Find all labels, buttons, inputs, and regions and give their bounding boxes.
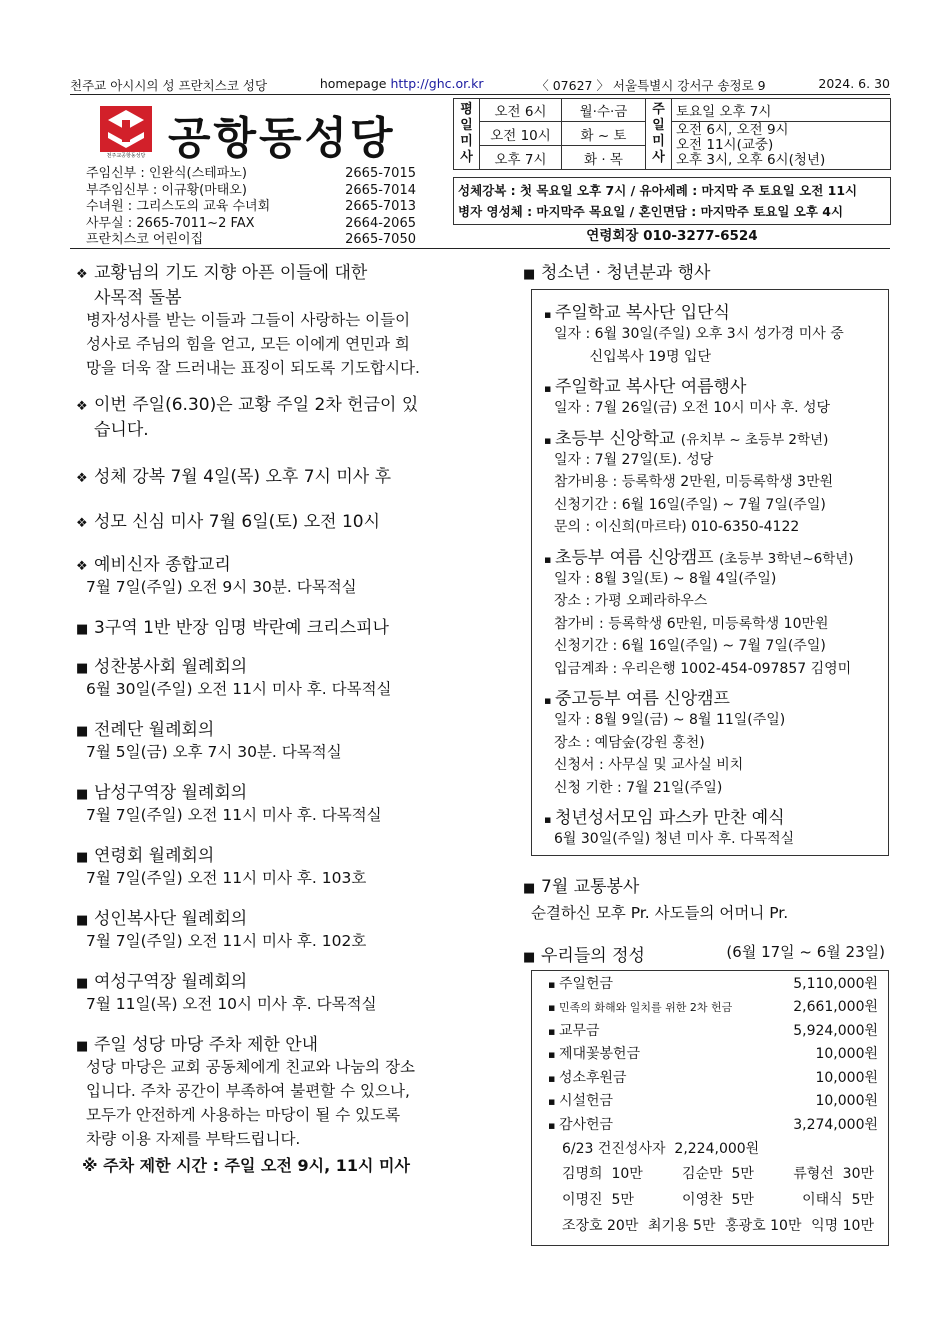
offering-name: 감사헌금 <box>558 1116 614 1133</box>
staff-row <box>86 199 416 216</box>
youth-event-detail: 입금계좌 : 우리은행 1002-454-097857 김영미 <box>554 660 852 677</box>
bullet-icon: ■ <box>76 724 89 739</box>
staff-phone: 2665-7015 <box>345 166 416 181</box>
announcement-item <box>76 841 476 890</box>
announcement-item <box>76 652 476 701</box>
youth-event-detail: 신청기간 : 6월 16일(주일) ~ 7월 7일(주일) <box>554 638 826 654</box>
offering-name: 성소후원금 <box>558 1069 627 1086</box>
homepage-label: homepage <box>319 76 387 91</box>
offering-period: (6월 17일 ~ 6월 23일) <box>726 942 885 961</box>
bulletin-date: 2024. 6. 30 <box>818 76 890 91</box>
youth-event-detail: 신청기간 : 6월 16일(주일) ~ 7월 7일(주일) <box>554 496 826 513</box>
right-column <box>523 258 893 1246</box>
weekday-days-3: 화 · 목 <box>562 146 646 170</box>
announcement-body: 병자성사를 받는 이들과 그들이 사랑하는 이들이 <box>86 311 411 329</box>
announcements-column <box>76 258 476 1176</box>
staff-label: 주임신부 : 인완식(스테파노) <box>86 166 247 181</box>
youth-events-box <box>531 289 889 856</box>
announcement-body: 7월 5일(금) 오후 7시 30분. 다목적실 <box>86 743 342 761</box>
announcement-item <box>76 507 476 532</box>
logo-caption: 천주교공항동성당 <box>106 153 146 159</box>
bullet-icon: ■ <box>76 661 89 676</box>
announcement-body: 6월 30일(주일) 오전 11시 미사 후. 다목적실 <box>86 680 392 698</box>
youth-event <box>544 424 880 539</box>
announcement-title: ❖ 예비신자 종합교리 <box>76 555 231 575</box>
announcement-title: ■ 여성구역장 월례회의 <box>76 972 248 992</box>
donor-entry: 김순만 5만 <box>682 1166 754 1182</box>
youth-event <box>544 803 880 851</box>
offering-amount: 2,661,000원 <box>793 999 878 1015</box>
header-divider <box>70 94 890 95</box>
donor-entry: 조장호 20만 <box>562 1218 639 1234</box>
top-section-divider <box>70 248 890 249</box>
staff-label: 프란치스코 어린이집 <box>86 232 204 247</box>
offering-name: 주일헌금 <box>558 975 614 992</box>
youth-event-detail: 참가비 : 등록학생 6만원, 미등록학생 10만원 <box>554 615 829 632</box>
youth-event-detail: 신청 기한 : 7월 21일(주일) <box>554 779 723 796</box>
staff-label: 사무실 : 2665-7011~2 FAX <box>86 215 255 231</box>
staff-row <box>86 183 416 200</box>
youth-event <box>544 372 880 420</box>
weekday-time-2: 오전 10시 <box>480 122 562 146</box>
announcement-title: ■ 전례단 월례회의 <box>76 720 215 740</box>
info-line-2: 병자 영성체 : 마지막주 목요일 / 혼인면담 : 마지막주 토요일 오후 4시 <box>458 204 844 219</box>
donor-entry: 최기용 5만 <box>648 1218 716 1234</box>
youth-event-detail: 신청서 : 사무실 및 교사실 비치 <box>554 757 744 773</box>
offering-row: ▪ 제대꽃봉헌금 10,000원 <box>548 1043 878 1067</box>
youth-event <box>544 543 880 681</box>
announcement-item <box>76 715 476 764</box>
weekday-time-3: 오후 7시 <box>480 146 562 170</box>
youth-event-title: ▪ 초등부 여름 신앙캠프 (초등부 3학년~6학년) <box>544 547 854 568</box>
announcement-title-cont: 사목적 돌봄 <box>94 288 182 308</box>
donor-entry: 이명진 5만 <box>562 1192 634 1208</box>
donation-line: 6/23 건진성사자 2,224,000원 <box>562 1141 760 1157</box>
youth-event-title: ▪ 중고등부 여름 신앙캠프 <box>544 689 730 709</box>
header-line <box>70 76 890 94</box>
announcement-body: 입니다. 주차 공간이 부족하여 불편할 수 있으나, <box>86 1082 410 1100</box>
donor-entry: 홍광호 10만 <box>725 1218 802 1234</box>
donor-row <box>548 1187 878 1213</box>
announcement-title: ■ 남성구역장 월례회의 <box>76 783 248 803</box>
announcement-title: ❖ 이번 주일(6.30)은 교황 주일 2차 헌금이 있 <box>76 395 419 415</box>
youth-event-title: ▪ 청년성서모임 파스카 만찬 예식 <box>544 808 785 828</box>
offering-name: 제대꽃봉헌금 <box>558 1046 641 1062</box>
sunday-saturday-mass: 토요일 오후 7시 <box>672 99 891 122</box>
announcement-title: ■ 성인복사단 월례회의 <box>76 909 248 929</box>
announcement-body: 7월 11일(목) 오전 10시 미사 후. 다목적실 <box>86 995 377 1013</box>
announcement-title: ❖ 성모 신심 미사 7월 6일(토) 오전 10시 <box>76 512 381 532</box>
announcement-item <box>76 550 476 599</box>
homepage-link[interactable]: http://ghc.or.kr <box>390 76 484 91</box>
youth-section-title: ■ 청소년 · 청년분과 행사 <box>523 263 711 283</box>
offering-row: ▪ 시설헌금 10,000원 <box>548 1090 878 1114</box>
address: 〈 07627 〉 서울특별시 강서구 송정로 9 <box>536 78 766 93</box>
staff-phone: 2665-7050 <box>345 232 416 247</box>
staff-phone: 2665-7013 <box>345 199 416 214</box>
staff-phone: 2664-2065 <box>345 215 416 231</box>
offering-row: ▪ 감사헌금 3,274,000원 <box>548 1114 878 1138</box>
announcement-title: ■ 성찬봉사회 월례회의 <box>76 657 248 677</box>
youth-event <box>544 684 880 799</box>
announcement-body: 차량 이용 자제를 부탁드립니다. <box>86 1130 301 1148</box>
offering-row: ▪ 성소후원금 10,000원 <box>548 1067 878 1091</box>
youth-event-detail: 6월 30일(주일) 청년 미사 후. 다목적실 <box>554 831 795 847</box>
bullet-icon: ■ <box>76 976 89 991</box>
church-logo-block <box>100 102 396 166</box>
staff-label: 부주임신부 : 이규황(마태오) <box>86 182 247 198</box>
info-line-1: 성체강복 : 첫 목요일 오후 7시 / 유아세례 : 마지막 주 토요일 오전 11시 <box>458 183 858 198</box>
announcement-body: 7월 7일(주일) 오전 11시 미사 후. 다목적실 <box>86 806 382 824</box>
announcement-body: 7월 7일(주일) 오전 11시 미사 후. 102호 <box>86 932 367 950</box>
announcement-title: ■ 연령회 월례회의 <box>76 846 215 866</box>
staff-label: 수녀원 : 그리스도의 교육 수녀회 <box>86 199 271 214</box>
donor-entry: 이태식 5만 <box>802 1192 874 1208</box>
youth-event-title: ▪ 초등부 신앙학교 (유치부 ~ 초등부 2학년) <box>544 428 829 449</box>
youth-event-detail: 일자 : 7월 27일(토). 성당 <box>554 451 714 468</box>
parish-name: 천주교 아시시의 성 프란치스코 성당 <box>70 78 268 93</box>
bullet-icon: ❖ <box>76 399 88 414</box>
weekday-days-2: 화 ~ 토 <box>562 122 646 146</box>
weekday-time-1: 오전 6시 <box>480 99 562 122</box>
announcement-item <box>76 778 476 827</box>
youth-event-detail: 참가비용 : 등록학생 2만원, 미등록학생 3만원 <box>554 474 834 490</box>
traffic-section-title: ■ 7월 교통봉사 <box>523 876 640 897</box>
youth-event-detail: 장소 : 가평 오페라하우스 <box>554 593 708 609</box>
announcement-body: 모두가 안전하게 사용하는 마당이 될 수 있도록 <box>86 1106 401 1124</box>
youth-event-title: ▪ 주일학교 복사단 입단식 <box>544 303 730 323</box>
offering-name: 시설헌금 <box>558 1093 614 1109</box>
announcement-item <box>76 462 476 487</box>
offering-amount: 10,000원 <box>815 1046 878 1062</box>
offering-amount: 10,000원 <box>815 1093 878 1109</box>
bullet-icon: ❖ <box>76 471 88 486</box>
bullet-icon: ■ <box>76 622 89 637</box>
announcement-body: 망을 더욱 잘 드러내는 표징이 되도록 기도합시다. <box>86 359 420 377</box>
bullet-icon: ■ <box>76 1039 89 1054</box>
bullet-icon: ■ <box>76 787 89 802</box>
offering-row: ▪ 교무금 5,924,000원 <box>548 1020 878 1044</box>
offering-amount: 10,000원 <box>815 1069 878 1086</box>
offering-box <box>531 970 889 1247</box>
sacrament-info-box <box>453 177 891 225</box>
weekday-days-1: 월·수·금 <box>562 99 646 122</box>
offering-section-title: ■ 우리들의 정성 (6월 17일 ~ 6월 23일) <box>523 942 885 966</box>
youth-event <box>544 298 880 368</box>
youth-event-detail: 장소 : 예담숲(강원 홍천) <box>554 734 705 751</box>
donor-entry: 김명희 10만 <box>562 1166 643 1182</box>
announcement-title: ■ 주일 성당 마당 주차 제한 안내 <box>76 1035 319 1055</box>
weekday-mass-label: 평 일 미 사 <box>454 99 480 170</box>
announcement-title: ❖ 교황님의 기도 지향 아픈 이들에 대한 <box>76 263 368 283</box>
bullet-icon: ■ <box>76 850 89 865</box>
youth-event-detail: 신입복사 19명 입단 <box>554 348 711 365</box>
donor-entry: 류형선 30만 <box>793 1166 874 1182</box>
announcement-item <box>76 967 476 1016</box>
bullet-icon: ■ <box>76 913 89 928</box>
staff-list <box>86 166 416 249</box>
announcement-item <box>76 258 476 380</box>
announcement-body: 성사로 주님의 힘을 얻고, 모든 이에게 연민과 희 <box>86 335 410 353</box>
offering-name: 민족의 화해와 일치를 위한 2차 헌금 <box>558 1001 733 1014</box>
donor-entry: 익명 10만 <box>811 1218 874 1234</box>
youth-event-detail: 일자 : 8월 3일(토) ~ 8월 4일(주일) <box>554 570 777 587</box>
donor-row <box>548 1161 878 1187</box>
youth-event-title: ▪ 주일학교 복사단 여름행사 <box>544 377 747 397</box>
offering-name: 교무금 <box>558 1022 600 1039</box>
church-name: 공항동성당 <box>168 113 396 164</box>
youth-event-detail: 일자 : 8월 9일(금) ~ 8월 11일(주일) <box>554 712 786 728</box>
donor-row <box>548 1213 878 1239</box>
announcement-item <box>76 390 476 440</box>
announcement-body: 7월 7일(주일) 오전 9시 30분. 다목적실 <box>86 578 357 596</box>
youth-event-detail: 문의 : 이신희(마르타) 010-6350-4122 <box>554 519 800 535</box>
staff-phone: 2665-7014 <box>345 182 416 198</box>
announcement-title: ■ 3구역 1반 반장 임명 박란예 크리스피나 <box>76 618 389 638</box>
traffic-body: 순결하신 모후 Pr. 사도들의 어머니 Pr. <box>531 903 789 922</box>
announcement-title: ❖ 성체 강복 7월 4일(목) 오후 7시 미사 후 <box>76 467 392 487</box>
bullet-icon: ❖ <box>76 559 88 574</box>
announcement-item <box>76 613 476 638</box>
announcement-body: 성당 마당은 교회 공동체에게 친교와 나눔의 장소 <box>86 1058 416 1076</box>
bullet-icon: ❖ <box>76 267 88 282</box>
sunday-mass-times: 오전 6시, 오전 9시 오전 11시(교중) 오후 3시, 오후 6시(청년) <box>672 122 891 170</box>
youth-event-detail: 일자 : 6월 30일(주일) 오후 3시 성가경 미사 중 <box>554 326 844 342</box>
staff-row <box>86 166 416 183</box>
bullet-icon: ❖ <box>76 516 88 531</box>
staff-row <box>86 216 416 233</box>
sunday-mass-label: 주 일 미 사 <box>646 99 672 170</box>
announcement-item <box>76 904 476 953</box>
announcement-body: 7월 7일(주일) 오전 11시 미사 후. 103호 <box>86 869 367 887</box>
offering-row: ▪ 민족의 화해와 일치를 위한 2차 헌금 2,661,000원 <box>548 996 878 1020</box>
offering-amount: 5,110,000원 <box>793 975 878 992</box>
parking-note: ※ 주차 제한 시간 : 주일 오전 9시, 11시 미사 <box>82 1156 410 1175</box>
offering-amount: 5,924,000원 <box>793 1022 878 1039</box>
offering-amount: 3,274,000원 <box>793 1116 878 1133</box>
announcement-title-cont: 습니다. <box>94 420 149 440</box>
announcement-item <box>76 1030 476 1176</box>
mass-schedule-table <box>453 98 891 170</box>
staff-row <box>86 232 416 249</box>
donor-entry: 이영찬 5만 <box>682 1192 754 1208</box>
offering-row: ▪ 주일헌금 5,110,000원 <box>548 973 878 997</box>
church-logo-icon <box>100 106 152 162</box>
youth-event-detail: 일자 : 7월 26일(금) 오전 10시 미사 후. 성당 <box>554 400 831 416</box>
contact-line: 연령회장 010-3277-6524 <box>586 228 758 244</box>
